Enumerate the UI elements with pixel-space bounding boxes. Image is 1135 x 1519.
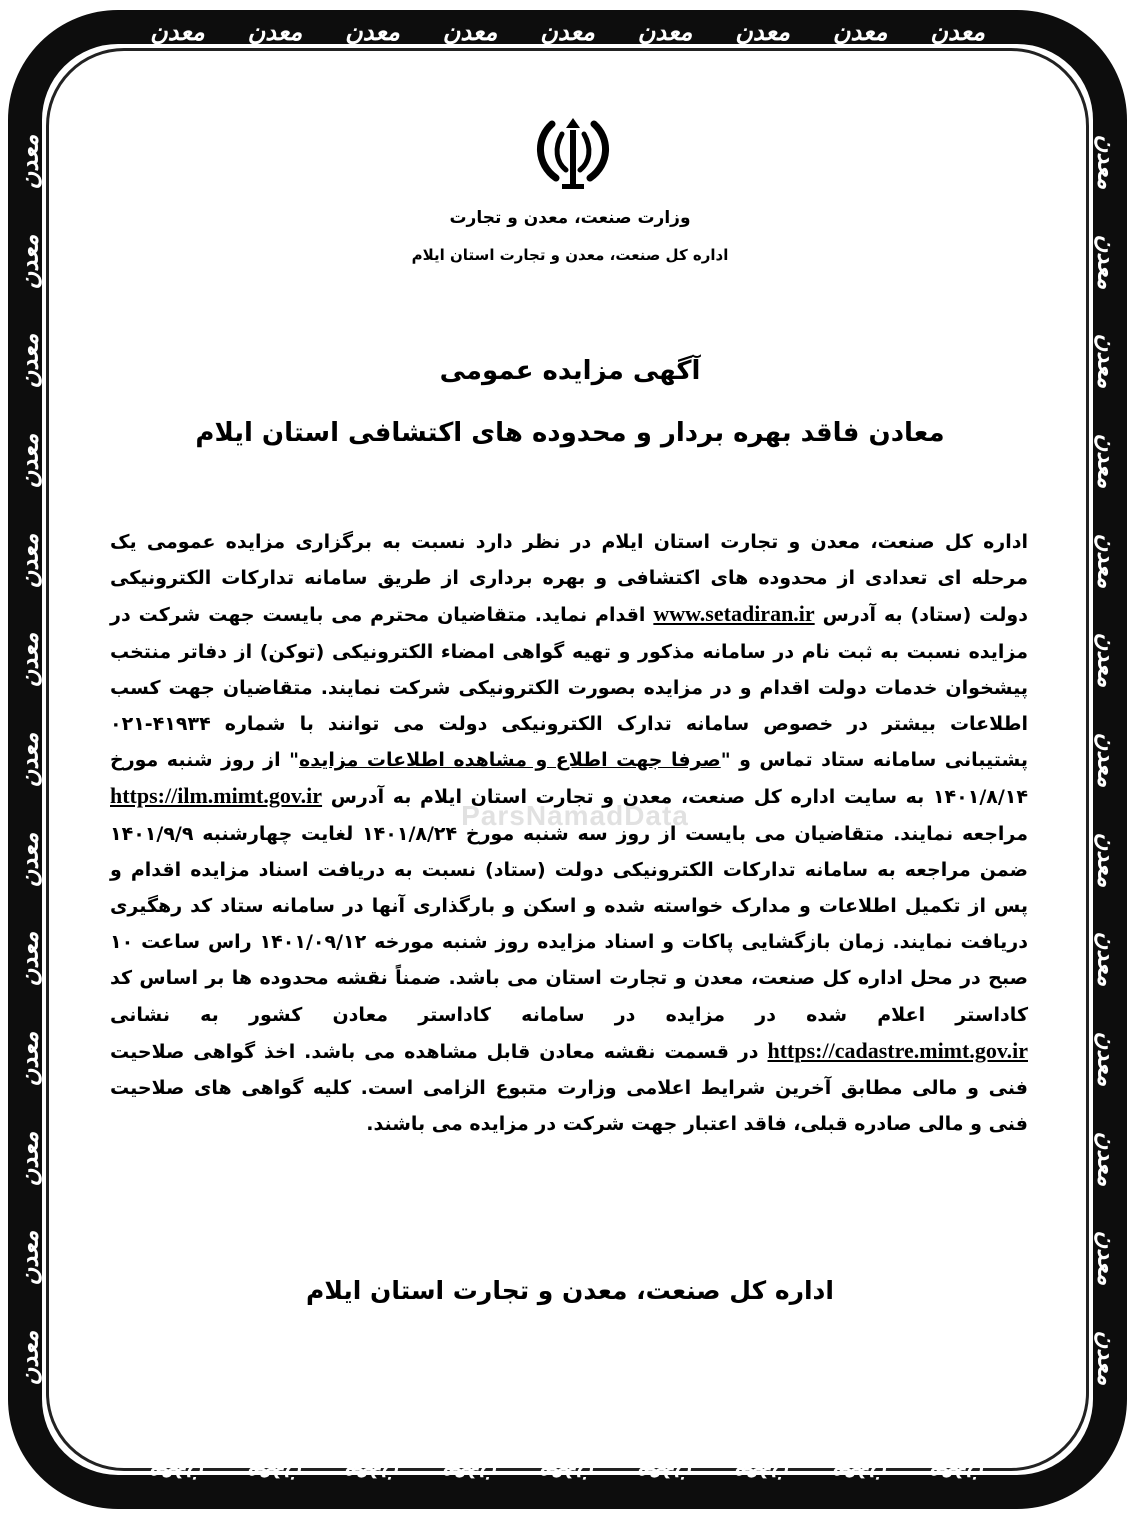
underlined-note: صرفا جهت اطلاع و مشاهده اطلاعات مزایده — [299, 749, 721, 772]
mimt-site-link[interactable]: https://ilm.mimt.gov.ir — [110, 783, 323, 809]
border-text-left: معدن معدن معدن معدن معدن معدن معدن معدن معدن معدن معدن معدن معدن — [14, 134, 43, 1386]
border-text-right: معدن معدن معدن معدن معدن معدن معدن معدن معدن معدن معدن معدن معدن — [1092, 134, 1121, 1386]
border-text-bottom: معدن معدن معدن معدن معدن معدن معدن معدن معدن — [150, 1462, 985, 1491]
signature-office: اداره کل صنعت، معدن و تجارت استان ایلام — [306, 1276, 834, 1305]
notice-title: آگهی مزایده عمومی — [439, 356, 701, 386]
iran-emblem-icon — [532, 116, 614, 192]
notice-subtitle: معادن فاقد بهره بردار و محدوده های اکتشافی استان ایلام — [195, 418, 945, 448]
border-text-top: معدن معدن معدن معدن معدن معدن معدن معدن معدن — [150, 17, 985, 46]
notice-body: اداره کل صنعت، معدن و تجارت استان ایلام در نظر دارد نسبت به برگزاری مزایده عمومی یک مرحله ای تعدادی از محدوده های اکتشافی و بهره برداری از طریق سامانه تدارکات الکترونیکی دولت (ستاد) به آدرس www.setadiran.ir اقدام نماید. متقاضیان محترم می بایست جهت شرکت در مزایده نسبت به ثبت نام در سامانه مذکور و تهیه گواهی امضاء الکترونیکی (توکن) از دفاتر منتخب پیشخوان خدمات دولت اقدام و در مزایده بصورت الکترونیکی شرکت نمایند. متقاضیان جهت کسب اطلاعات بیشتر در خصوص سامانه تدارک الکترونیکی دولت می توانند با شماره ۴۱۹۳۴-۰۲۱ پشتیبانی سامانه ستاد تماس و "صرفا جهت اطلاع و مشاهده اطلاعات مزایده" از روز شنبه مورخ ۱۴۰۱/۸/۱۴ به سایت اداره کل صنعت، معدن و تجارت استان ایلام به آدرس https://ilm.mimt.gov.ir مراجعه نمایند. متقاضیان می بایست از روز سه شنبه مورخ ۱۴۰۱/۸/۲۴ لغایت چهارشنبه ۱۴۰۱/۹/۹ ضمن مراجعه به سامانه تدارکات الکترونیکی دولت (ستاد) نسبت به دریافت اسناد مزایده اقدام و پس از تکمیل اطلاعات و مدارک خواسته شده و اسکن و بارگذاری آنها در سامانه ستاد کد رهگیری دریافت نمایند. زمان بازگشایی پاکات و اسناد مزایده روز شنبه مورخه ۱۴۰۱/۰۹/۱۲ راس ساعت ۱۰ صبح در محل اداره کل صنعت، معدن و تجارت استان می باشد. ضمناً نقشه محدوده ها بر اساس کد کاداستر اعلام شده در مزایده در سامانه کاداستر معادن کشور به نشانی https://cadastre.mimt.gov.ir در قسمت نقشه معادن قابل مشاهده می باشد. اخذ گواهی صلاحیت فنی و مالی مطابق آخرین شرایط اعلامی وزارت متبوع الزامی است. کلیه گواهی های صلاحیت فنی و مالی صادره قبلی، فاقد اعتبار جهت شرکت در مزایده می باشند. — [110, 531, 1028, 1136]
watermark: ParsNamadData — [461, 800, 689, 831]
ministry-name: وزارت صنعت، معدن و تجارت — [449, 208, 691, 228]
cadastre-link[interactable]: https://cadastre.mimt.gov.ir — [767, 1037, 1028, 1063]
office-name: اداره کل صنعت، معدن و تجارت استان ایلام — [411, 246, 729, 264]
setadiran-link[interactable]: www.setadiran.ir — [653, 601, 815, 627]
